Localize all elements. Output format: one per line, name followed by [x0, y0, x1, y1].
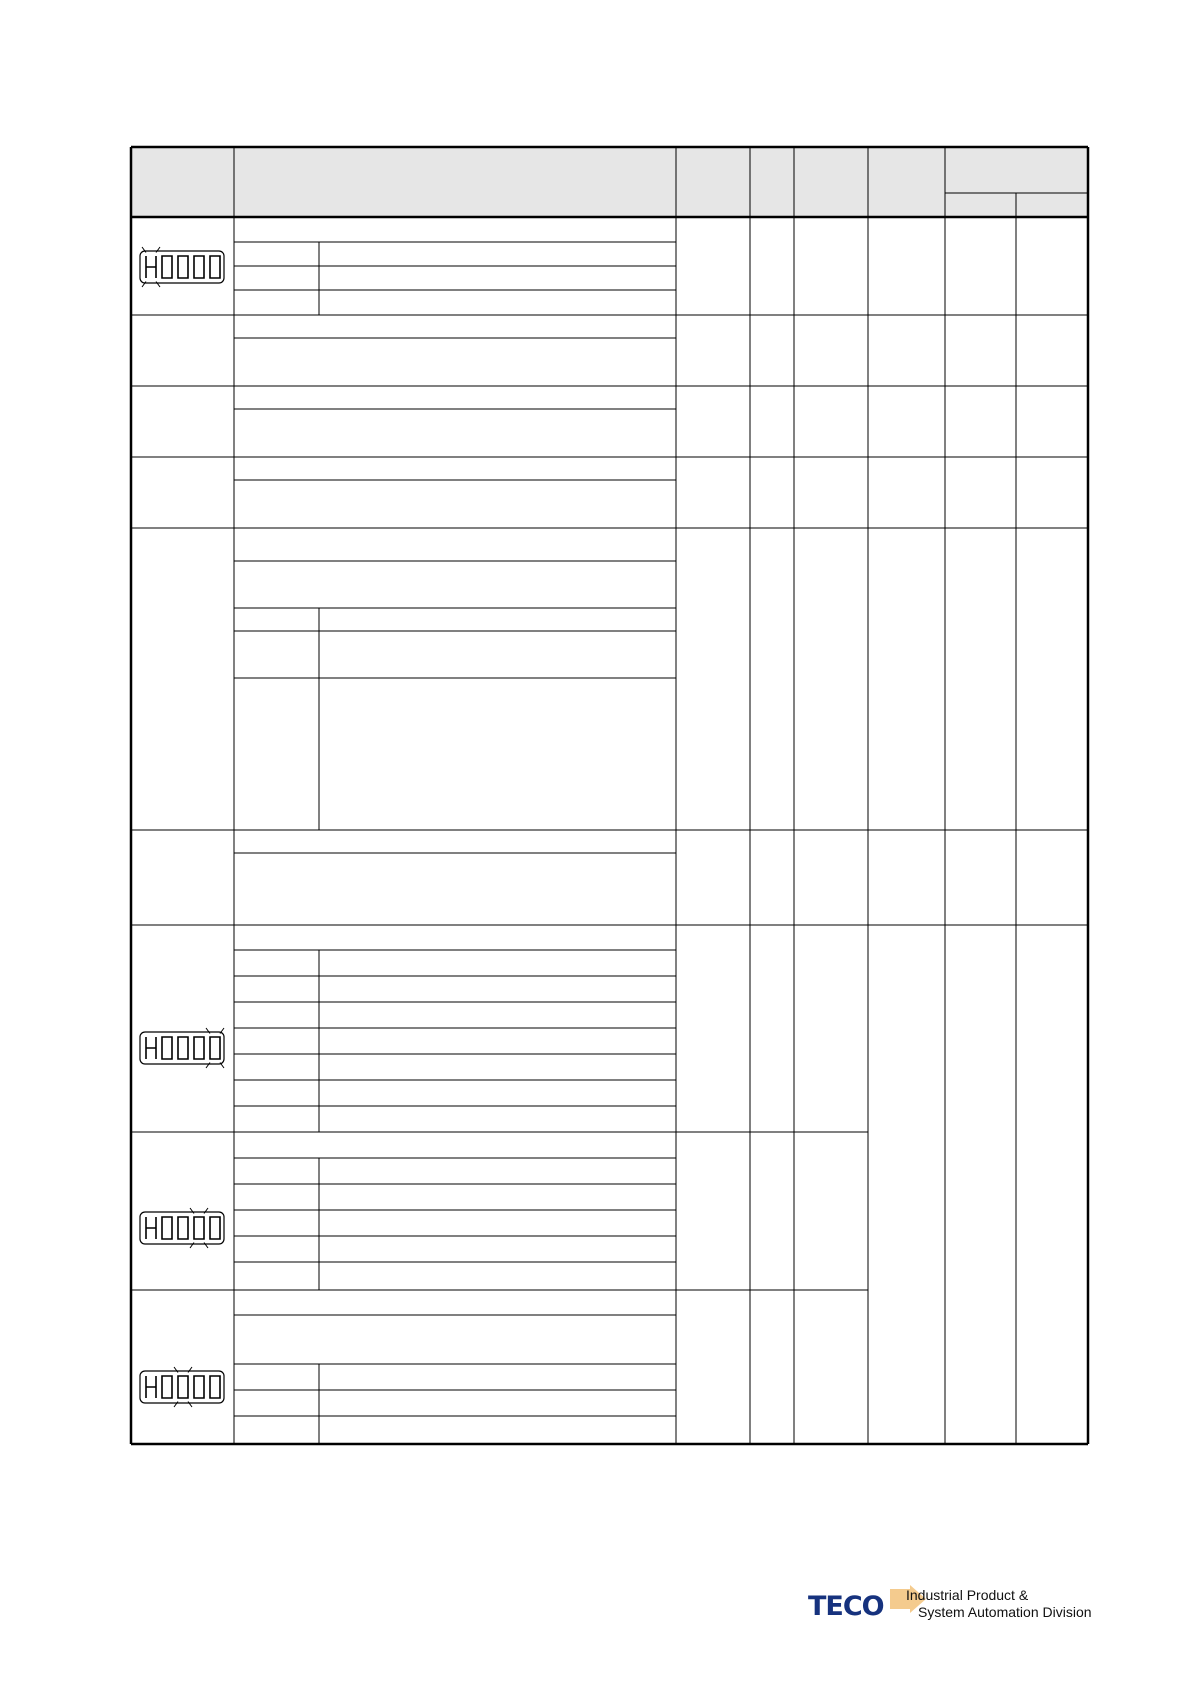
- led-display-icon: [140, 1208, 224, 1248]
- brand-tagline-line2: System Automation Division: [918, 1604, 1092, 1620]
- led-display-icon: [140, 1367, 224, 1407]
- brand-wordmark: TECO: [808, 1591, 884, 1622]
- led-display-icon: [140, 247, 224, 287]
- led-display-icon: [140, 1028, 224, 1068]
- table-header: [131, 147, 1088, 217]
- teco-logo: [808, 1585, 1098, 1625]
- brand-tagline-line1: Industrial Product &: [906, 1587, 1029, 1603]
